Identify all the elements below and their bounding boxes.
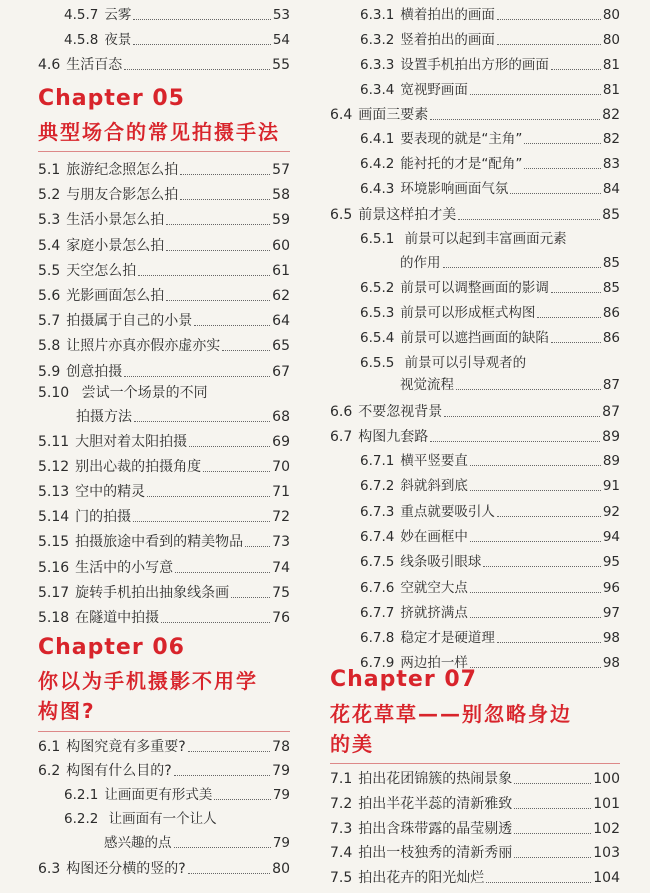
dot-leader [134,421,270,422]
toc-entry[interactable] [360,477,620,495]
entry-page: 94 [602,528,620,545]
dot-leader [470,592,601,593]
divider [330,763,620,764]
entry-page: 91 [602,478,620,495]
entry-number: 6.7.1 [360,453,395,469]
entry-page: 79 [272,763,290,779]
entry-title: 拍出花团锦簇的热闹景象 [358,771,513,787]
entry-number: 4.6 [38,57,61,73]
toc-entry-5-10-line2[interactable] [76,408,290,426]
entry-title: 挤就挤满点 [400,604,468,621]
toc-entry[interactable] [38,584,290,602]
entry-title: 横着拍出的画面 [400,7,495,23]
entry-number: 7.4 [330,845,353,862]
dot-leader [180,174,270,175]
entry-title: 拍出半花半蕊的清新雅致 [358,795,513,812]
entry-title: 线条吸引眼球 [400,554,482,571]
entry-page: 54 [272,32,290,48]
entry-title: 别出心裁的拍摄角度 [75,459,202,476]
toc-entry[interactable] [330,795,620,813]
dot-leader [470,617,601,618]
toc-entry[interactable] [360,329,620,347]
entry-page: 87 [602,404,620,420]
entry-page: 85 [602,255,620,271]
entry-number: 6.5.4 [360,330,395,346]
chapter-07-title-line2: 的美 [330,732,374,756]
entry-page: 82 [602,131,620,147]
entry-page: 103 [593,845,620,862]
toc-entry-5-10-line1[interactable] [38,384,208,402]
entry-page: 86 [602,330,620,346]
chapter-05-label: Chapter 05 [38,86,185,111]
toc-entry[interactable] [38,533,290,551]
entry-number: 6.3.2 [360,32,395,48]
divider [38,731,290,732]
entry-number: 5.4 [38,237,61,254]
dot-leader [470,541,601,542]
toc-entry-6-6[interactable] [330,403,620,421]
entry-title: 拍出一枝独秀的清新秀丽 [358,845,513,862]
entry-page: 71 [272,484,290,501]
entry-page: 76 [272,609,290,626]
entry-number: 5.14 [38,509,70,526]
entry-title: 旅游纪念照怎么拍 [66,162,179,178]
toc-entry[interactable] [330,820,620,838]
entry-page: 73 [272,534,290,551]
dot-leader [524,143,600,144]
entry-number: 5.8 [38,338,61,355]
entry-number: 6.3.1 [360,7,395,23]
toc-entry[interactable] [360,279,620,297]
dot-leader [203,471,270,472]
toc-entry[interactable] [360,579,620,597]
entry-number: 5.1 [38,162,61,178]
dot-leader [133,44,270,45]
entry-number: 6.7.7 [360,604,395,621]
dot-leader [188,751,270,752]
toc-entry[interactable] [360,155,620,173]
entry-page: 81 [602,82,620,98]
chapter-06-label: Chapter 06 [38,635,185,660]
entry-title: 斜就斜到底 [400,478,468,495]
entry-number: 6.3.4 [360,82,395,98]
entry-page: 64 [272,313,290,330]
toc-entry[interactable] [360,31,620,49]
toc-entry-6-2-2-line1[interactable] [64,810,217,828]
toc-entry[interactable] [330,869,620,887]
dot-leader [497,19,601,20]
entry-title: 前景可以形成框式构图 [400,305,536,321]
divider [38,151,290,152]
toc-entry[interactable] [360,81,620,99]
chapter-07-label: Chapter 07 [330,667,477,692]
entry-page: 84 [602,181,620,197]
entry-number: 5.12 [38,459,70,476]
entry-page: 86 [602,305,620,321]
toc-entry[interactable] [38,433,290,451]
entry-title: 生活百态 [66,57,123,73]
entry-page: 72 [272,509,290,526]
entry-number: 5.6 [38,288,61,304]
toc-entry-6-2-2-line2[interactable] [104,834,290,852]
entry-page: 98 [602,655,620,672]
dot-leader [430,441,600,442]
entry-number: 6.7.5 [360,554,395,571]
entry-page: 80 [272,861,290,877]
toc-entry[interactable] [360,130,620,148]
dot-leader [188,873,270,874]
dot-leader [189,446,270,447]
toc-entry[interactable] [360,503,620,521]
entry-title: 不要忽视背景 [358,404,443,420]
toc-entry-6-5[interactable] [330,206,620,224]
toc-entry[interactable] [38,762,290,780]
entry-number: 5.2 [38,187,61,204]
entry-number: 6.7 [330,429,353,445]
entry-title: 两边拍一样 [400,655,468,672]
entry-number: 6.3 [38,861,61,877]
entry-number: 5.7 [38,313,61,330]
dot-leader [470,490,601,491]
chapter-07-title-line1: 花花草草——别忽略身边 [330,702,572,726]
dot-leader [514,857,591,858]
entry-number: 4.5.7 [64,7,99,23]
entry-title: 构图有什么目的? [66,763,172,779]
toc-entry[interactable] [38,287,290,305]
entry-title: 的作用 [400,255,441,271]
toc-entry-6-2-1[interactable] [64,786,290,804]
dot-leader [551,69,601,70]
entry-title: 拍摄属于自己的小景 [66,313,193,330]
entry-title: 宽视野画面 [400,82,468,98]
entry-title: 空中的精灵 [75,484,146,501]
entry-number: 4.5.8 [64,32,99,48]
entry-page: 80 [602,32,620,48]
toc-entry-6-7[interactable] [330,428,620,446]
entry-number: 6.7.6 [360,579,395,596]
dot-leader [124,69,270,70]
entry-title: 让照片亦真亦假亦虚亦实 [66,338,221,355]
entry-page: 59 [272,212,290,229]
entry-title: 拍出花卉的阳光灿烂 [358,870,485,887]
dot-leader [524,168,600,169]
toc-entry[interactable] [330,844,620,862]
entry-title: 拍摄方法 [76,409,132,425]
dot-leader [497,642,601,643]
dot-leader [245,546,270,547]
entry-page: 98 [602,630,620,647]
entry-page: 81 [602,57,620,73]
toc-entry[interactable] [360,629,620,647]
entry-page: 79 [272,787,290,803]
entry-page: 83 [602,156,620,172]
dot-leader [458,219,600,220]
dot-leader [456,389,601,390]
entry-page: 80 [602,7,620,23]
entry-number: 6.7.8 [360,630,395,647]
entry-page: 62 [272,288,290,304]
entry-page: 82 [602,107,620,123]
dot-leader [166,224,270,225]
entry-number: 5.17 [38,584,70,601]
entry-title: 门的拍摄 [75,509,132,526]
dot-leader [147,496,270,497]
entry-page: 75 [272,584,290,601]
chapter-06-title-line1: 你以为手机摄影不用学 [38,669,258,693]
entry-title: 稳定才是硬道理 [400,630,495,647]
entry-title: 让画面有一个让人 [108,811,217,827]
entry-number: 7.2 [330,795,353,812]
entry-number: 5.13 [38,484,70,501]
toc-entry[interactable] [64,6,290,24]
entry-number: 6.7.4 [360,528,395,545]
entry-number: 6.6 [330,404,353,420]
dot-leader [514,808,591,809]
entry-title: 重点就要吸引人 [400,503,495,520]
entry-number: 6.5.2 [360,280,395,296]
toc-entry[interactable] [38,186,290,204]
entry-page: 101 [593,795,620,812]
dot-leader [551,342,601,343]
entry-number: 6.4.3 [360,181,395,197]
entry-page: 67 [272,363,290,380]
entry-page: 85 [602,280,620,296]
entry-page: 69 [272,434,290,450]
entry-title: 前景可以遮挡画面的缺陷 [400,330,549,346]
toc-entry[interactable] [360,452,620,470]
entry-page: 95 [602,554,620,571]
dot-leader [166,250,270,251]
dot-leader [470,667,601,668]
entry-title: 空就空大点 [400,579,468,596]
entry-title: 云雾 [104,7,132,23]
toc-entry[interactable] [38,458,290,476]
dot-leader [430,119,600,120]
toc-entry[interactable] [38,262,290,280]
toc-entry[interactable] [360,553,620,571]
entry-title: 生活中的小写意 [75,559,174,576]
chapter-06-title-line2: 构图? [38,699,96,723]
entry-page: 85 [602,207,620,223]
entry-page: 68 [272,409,290,425]
dot-leader [497,516,601,517]
entry-title: 创意拍摄 [66,363,123,380]
dot-leader [514,833,591,834]
dot-leader [551,292,601,293]
toc-entry[interactable] [38,609,290,627]
dot-leader [133,521,270,522]
entry-page: 79 [272,835,290,851]
toc-entry[interactable] [360,180,620,198]
entry-title: 要表现的就是“主角” [400,131,523,147]
entry-number: 6.4 [330,107,353,123]
entry-title: 拍出含珠带露的晶莹剔透 [358,820,513,837]
dot-leader [175,572,270,573]
entry-title: 尝试一个场景的不同 [81,385,208,401]
entry-title: 画面三要素 [358,107,429,123]
entry-title: 前景这样拍才美 [358,207,457,223]
dot-leader [133,19,270,20]
entry-number: 6.5.1 [360,231,395,247]
dot-leader [138,275,270,276]
toc-entry[interactable] [360,6,620,24]
entry-number: 6.3.3 [360,57,395,73]
entry-title: 视觉流程 [400,377,454,393]
entry-title: 生活小景怎么拍 [66,212,165,229]
entry-number: 5.5 [38,262,61,279]
toc-entry[interactable] [38,312,290,330]
toc-entry-6-4[interactable] [330,106,620,124]
entry-title: 旋转手机拍出抽象线条画 [75,584,230,601]
entry-page: 53 [272,7,290,23]
entry-page: 60 [272,237,290,254]
entry-title: 与朋友合影怎么拍 [66,187,179,204]
toc-entry[interactable] [360,304,620,322]
entry-page: 89 [602,453,620,469]
dot-leader [124,376,270,377]
entry-page: 65 [272,338,290,355]
entry-number: 5.11 [38,434,70,450]
entry-title: 大胆对着太阳拍摄 [75,434,188,450]
entry-number: 6.4.1 [360,131,395,147]
entry-page: 92 [602,503,620,520]
entry-title: 构图究竟有多重要? [66,739,186,755]
entry-title: 光影画面怎么拍 [66,288,165,304]
entry-page: 104 [593,870,620,887]
entry-page: 89 [602,429,620,445]
entry-number: 6.2.1 [64,787,99,803]
entry-page: 102 [593,820,620,837]
dot-leader [166,300,270,301]
entry-title: 前景可以调整画面的影调 [400,280,549,296]
entry-title: 天空怎么拍 [66,262,137,279]
entry-number: 5.10 [38,385,70,401]
toc-entry-6-5-1-line1[interactable] [360,230,567,248]
toc-entry-6-3[interactable] [38,860,290,878]
entry-title: 构图还分横的竖的? [66,861,186,877]
entry-number: 5.9 [38,363,61,380]
entry-page: 55 [272,57,290,73]
entry-number: 5.3 [38,212,61,229]
entry-number: 7.3 [330,820,353,837]
entry-page: 87 [602,377,620,393]
entry-page: 61 [272,262,290,279]
entry-number: 6.7.2 [360,478,395,495]
toc-entry[interactable] [38,337,290,355]
toc-entry[interactable] [38,483,290,501]
entry-number: 6.1 [38,739,61,755]
entry-number: 6.4.2 [360,156,395,172]
dot-leader [510,193,600,194]
dot-leader [514,783,591,784]
entry-title: 拍摄旅途中看到的精美物品 [75,534,244,551]
dot-leader [180,199,270,200]
entry-page: 96 [602,579,620,596]
entry-number: 5.18 [38,609,70,626]
toc-entry[interactable] [38,508,290,526]
entry-title: 让画面更有形式美 [104,787,213,803]
entry-title: 妙在画框中 [400,528,468,545]
toc-entry[interactable] [330,770,620,788]
entry-number: 6.2 [38,763,61,779]
entry-number: 6.7.3 [360,503,395,520]
entry-page: 74 [272,559,290,576]
toc-entry[interactable] [38,161,290,179]
dot-leader [537,317,600,318]
dot-leader [470,94,601,95]
toc-entry-6-5-5-line2[interactable] [400,376,620,394]
toc-entry[interactable] [38,559,290,577]
dot-leader [231,597,270,598]
dot-leader [222,350,270,351]
toc-entry[interactable] [38,363,290,381]
entry-title: 前景可以引导观者的 [404,355,527,371]
entry-page: 100 [593,771,620,787]
entry-number: 6.5.3 [360,305,395,321]
dot-leader [483,566,600,567]
entry-title: 设置手机拍出方形的画面 [400,57,549,73]
dot-leader [194,325,270,326]
dot-leader [161,622,270,623]
entry-number: 7.1 [330,771,353,787]
toc-entry[interactable] [38,738,290,756]
entry-title: 家庭小景怎么拍 [66,237,165,254]
entry-number: 6.5 [330,207,353,223]
toc-entry[interactable] [360,604,620,622]
entry-page: 97 [602,604,620,621]
toc-entry-6-5-5-line1[interactable] [360,354,526,372]
toc-entry-6-5-1-line2[interactable] [400,254,620,272]
entry-title: 构图九套路 [358,429,429,445]
toc-entry[interactable] [38,237,290,255]
toc-entry[interactable] [38,211,290,229]
entry-page: 58 [272,187,290,204]
entry-number: 5.15 [38,534,70,551]
chapter-05-title: 典型场合的常见拍摄手法 [38,120,280,144]
entry-title: 横平竖要直 [400,453,468,469]
entry-number: 6.2.2 [64,811,99,827]
entry-title: 夜景 [104,32,132,48]
toc-entry[interactable] [64,31,290,49]
dot-leader [497,44,601,45]
entry-number: 6.5.5 [360,355,395,371]
entry-title: 竖着拍出的画面 [400,32,495,48]
entry-page: 78 [272,739,290,755]
dot-leader [443,267,601,268]
entry-number: 7.5 [330,870,353,887]
dot-leader [486,882,591,883]
toc-entry[interactable] [38,56,290,74]
entry-title: 感兴趣的点 [104,835,172,851]
entry-title: 环境影响画面气氛 [400,181,509,197]
entry-title: 前景可以起到丰富画面元素 [404,231,567,247]
dot-leader [214,799,270,800]
entry-title: 能衬托的才是“配角” [400,156,523,172]
dot-leader [444,416,600,417]
entry-page: 57 [272,162,290,178]
entry-page: 70 [272,459,290,476]
toc-entry[interactable] [360,528,620,546]
entry-number: 5.16 [38,559,70,576]
dot-leader [174,775,270,776]
dot-leader [470,465,601,466]
toc-entry[interactable] [360,56,620,74]
entry-title: 在隧道中拍摄 [75,609,160,626]
dot-leader [174,847,271,848]
entry-number: 6.7.9 [360,655,395,672]
